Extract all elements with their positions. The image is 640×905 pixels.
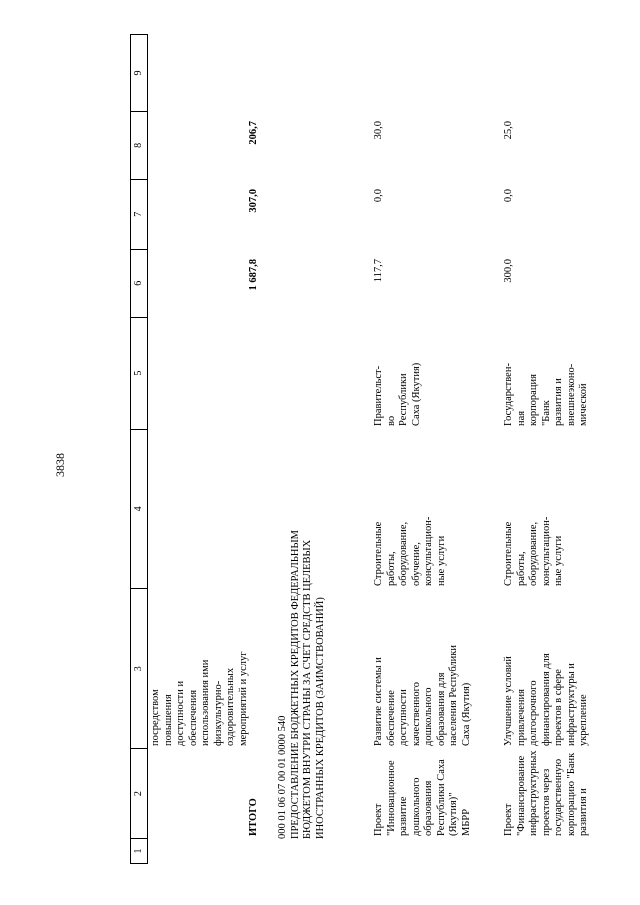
row-project: Проект "Инновационное развитие дошкольного образования Республики Саха (Якутия)" МБРР [373, 759, 472, 836]
row-col6: 300,0 [503, 259, 514, 283]
row-col6: 117,7 [373, 259, 384, 283]
row-borrower: Государствен- ная корпорация "Банк развития и внешнеэконо- мической [503, 363, 589, 426]
row-borrower: Правительст- во Республики Саха (Якутия) [373, 362, 422, 426]
table-row [503, 34, 591, 864]
row-col7: 0,0 [503, 189, 514, 203]
col-number-4: 4 [131, 429, 147, 589]
col-number-3: 3 [131, 588, 147, 748]
total-row [248, 34, 261, 864]
column-number-header [130, 34, 148, 864]
rotated-table-page [130, 34, 620, 864]
col-number-5: 5 [131, 317, 147, 429]
total-col8: 206,7 [248, 121, 259, 145]
row-col9 [503, 34, 591, 111]
row-col9 [373, 34, 473, 111]
row-col7: 0,0 [373, 189, 384, 203]
total-col6: 1 687,8 [248, 259, 259, 291]
row-col8: 30,0 [373, 121, 384, 140]
total-label: ИТОГО [248, 798, 259, 836]
table-row [373, 34, 473, 864]
col-number-6: 6 [131, 249, 147, 317]
row-project: Проект "Финансирование инфраструктурных проектов через государственную корпорацию "Банк развития и [503, 750, 589, 836]
col-number-9: 9 [131, 34, 147, 111]
row-purpose: Улучшение условий привлечения долгосрочного финансирования для проектов в сфере инфраструктуры и укрепление [503, 653, 589, 746]
section-title: ПРЕДОСТАВЛЕНИЕ БЮДЖЕТНЫХ КРЕДИТОВ ФЕДЕРАЛЬНЫМ БЮДЖЕТОМ ВНУТРИ СТРАНЫ ЗА СЧЕТ СРЕДСТВ ЦЕЛЕВЫХ ИНОСТРАННЫХ КРЕДИТОВ (ЗАИМСТВОВАНИЙ) [289, 530, 326, 839]
section-heading [277, 339, 327, 839]
col-number-8: 8 [131, 111, 147, 179]
row-col8: 25,0 [503, 121, 514, 140]
page-number: 3838 [53, 453, 67, 477]
continued-row [150, 34, 250, 864]
continued-purpose-text: посредством повышения доступности и обеспечения использования ими физкультурно- оздоровительных мероприятий и услуг [150, 651, 249, 746]
section-code: 000 01 06 07 00 01 0000 540 [277, 715, 288, 839]
col-number-1: 1 [131, 838, 147, 863]
row-components: Строительные работы, оборудование, обучение, консультацион- ные услуги [373, 516, 447, 586]
col-number-7: 7 [131, 179, 147, 249]
total-col7: 307,0 [248, 189, 259, 213]
col-number-2: 2 [131, 748, 147, 838]
row-purpose: Развитие системы и обеспечение доступности качественного дошкольного образования для населения Республики Саха (Якутия) [373, 645, 472, 746]
row-components: Строительные работы, оборудование, консультацион- ные услуги [503, 516, 564, 586]
